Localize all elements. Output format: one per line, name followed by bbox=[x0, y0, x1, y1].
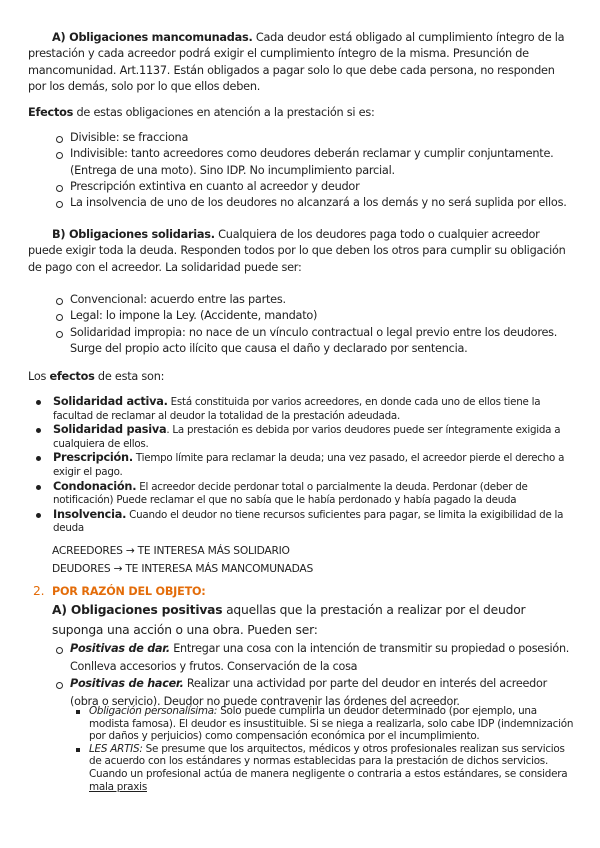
heading-solidarias: B) Obligaciones solidarias. bbox=[52, 228, 215, 241]
list-item: Condonación. El acreedor decide perdonar total o parcialmente la deuda. Perdonar (deber de notificación) Puede reclamar el que no sabía que le había perdonado y había pagado la deuda bbox=[53, 480, 575, 508]
hacer-sublist bbox=[89, 705, 575, 793]
efectos-list bbox=[70, 130, 570, 211]
positivas-list bbox=[70, 640, 574, 710]
efectos-solidarias-list bbox=[53, 395, 575, 536]
list-item: Insolvencia. Cuando el deudor no tiene recursos suficientes para pagar, se limita la exigibilidad de la deuda bbox=[53, 508, 575, 536]
list-item: Indivisible: tanto acreedores como deudores deberán reclamar y cumplir conjuntamente. (Entrega de una moto). Sino IDP. No incumplimiento parcial. bbox=[70, 146, 570, 179]
list-item: Convencional: acuerdo entre las partes. bbox=[70, 292, 570, 308]
list-item: Divisible: se fracciona bbox=[70, 130, 570, 146]
list-item: Positivas de dar. Entregar una cosa con la intención de transmitir su propiedad o posesión. Conlleva accesorios y frutos. Conservación de la cosa bbox=[70, 640, 574, 675]
paragraph-mancomunadas: A) Obligaciones mancomunadas. Cada deudor está obligado al cumplimiento íntegro de la prestación y cada acreedor podrá exigir el cumplimiento íntegro de la misma. Presunción de mancomunidad. Art.1137. Están obligados a pagar solo lo que debe cada persona, no responden por los demás, solo por lo que ellos deben. bbox=[28, 31, 565, 93]
paragraph-positivas: A) Obligaciones positivas aquellas que la prestación a realizar por el deudor suponga una acción o una obra. Pueden ser: bbox=[52, 603, 526, 637]
section-heading bbox=[33, 582, 577, 602]
paragraph-solidarias: B) Obligaciones solidarias. Cualquiera de los deudores paga todo o cualquier acreedor puede exigir toda la deuda. Responden todos por lo que deben los otros para cumplir su obligación de pago con el acreedor. La solidaridad puede ser: bbox=[28, 228, 566, 274]
solidaridad-list bbox=[70, 292, 570, 357]
section-title: POR RAZÓN DEL OBJETO: bbox=[52, 585, 206, 598]
list-item: Solidaridad impropia: no nace de un vínculo contractual o legal previo entre los deudores. Surge del propio acto ilícito que causa el daño y declarado por sentencia. bbox=[70, 325, 570, 358]
heading-positivas: A) Obligaciones positivas bbox=[52, 603, 223, 617]
efectos-solidarias-intro: Los efectos de esta son: bbox=[28, 370, 165, 383]
heading-mancomunadas: A) Obligaciones mancomunadas. bbox=[52, 31, 253, 44]
note-acreedores: ACREEDORES → TE INTERESA MÁS SOLIDARIO bbox=[52, 544, 290, 557]
list-item: Solidaridad activa. Está constituida por varios acreedores, en donde cada uno de ellos tiene la facultad de reclamar al deudor la totalidad de la prestación adeudada. bbox=[53, 395, 575, 423]
list-item: Obligación personalísima: Solo puede cumplirla un deudor determinado (por ejemplo, una modista famosa). El deudor es insustituible. Si se niega a realizarla, solo cabe IDP (indemnización por daños y perjuicios) como compensación económica por el incumplimiento. bbox=[89, 705, 574, 743]
efectos-intro: Efectos de estas obligaciones en atención a la prestación si es: bbox=[28, 106, 375, 119]
note-deudores: DEUDORES → TE INTERESA MÁS MANCOMUNADAS bbox=[52, 562, 313, 575]
section-number: 2. bbox=[33, 584, 45, 598]
list-item: Prescripción. Tiempo límite para reclamar la deuda; una vez pasado, el acreedor pierde el derecho a exigir el pago. bbox=[53, 451, 575, 479]
list-item: Solidaridad pasiva. La prestación es debida por varios deudores puede ser íntegramente exigida a cualquiera de ellos. bbox=[53, 423, 575, 451]
list-item: LES ARTIS: Se presume que los arquitectos, médicos y otros profesionales realizan sus servicios de acuerdo con los estándares y normas establecidas para la prestación de dichos servicios. Cuando un profesional actúa de manera negligente o contraria a estos estándares, se considera mala praxis bbox=[89, 743, 575, 793]
list-item: Prescripción extintiva en cuanto al acreedor y deudor bbox=[70, 179, 570, 195]
list-item: Positivas de hacer. Realizar una actividad por parte del deudor en interés del acreedor (obra o servicio). Deudor no puede contravenir las órdenes del acreedor. bbox=[70, 675, 574, 710]
list-item: La insolvencia de uno de los deudores no alcanzará a los demás y no será suplida por ellos. bbox=[70, 195, 570, 211]
list-item: Legal: lo impone la Ley. (Accidente, mandato) bbox=[70, 308, 570, 324]
mala-praxis-text: mala praxis bbox=[89, 780, 147, 793]
